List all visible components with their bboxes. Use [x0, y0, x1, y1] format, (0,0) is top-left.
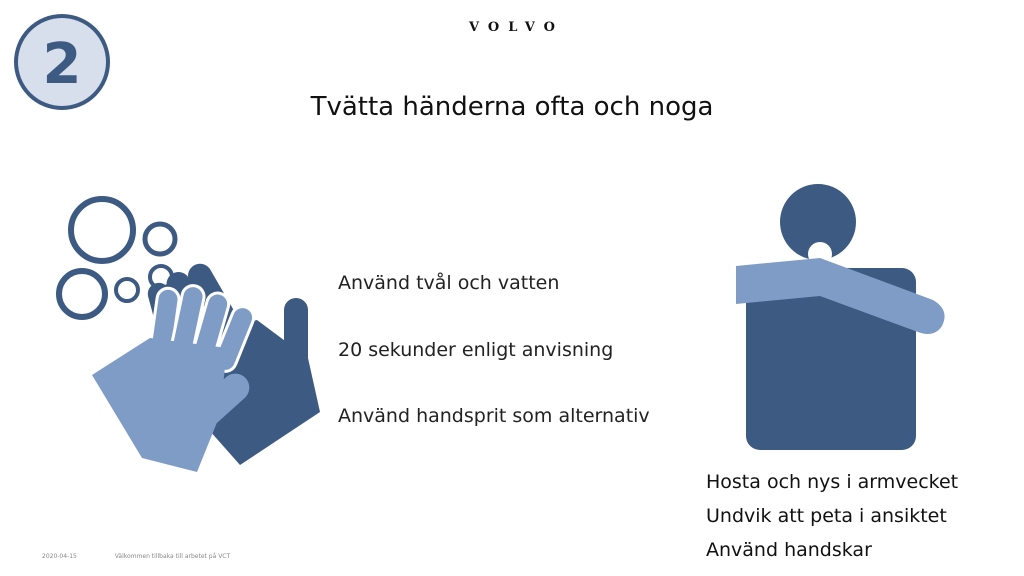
- footer-date: 2020-04-15: [42, 553, 77, 560]
- slide-footer: [42, 553, 266, 560]
- tip-item: Hosta och nys i armvecket: [706, 471, 959, 493]
- hand-washing-icon: [52, 190, 342, 480]
- tip-item: Undvik att peta i ansiktet: [706, 505, 947, 527]
- instruction-item: Använd tvål och vatten: [338, 272, 560, 294]
- tip-item: Använd handskar: [706, 539, 872, 561]
- volvo-logo: VOLVO: [469, 20, 564, 35]
- cough-into-elbow-icon: [728, 170, 958, 455]
- hygiene-tips: [706, 465, 958, 567]
- instruction-item: Använd handsprit som alternativ: [338, 405, 650, 427]
- instruction-item: 20 sekunder enligt anvisning: [338, 339, 614, 361]
- footer-text: Välkommen tillbaka till arbetet på VCT: [114, 553, 231, 560]
- slide-title: Tvätta händerna ofta och noga: [310, 92, 714, 122]
- step-number: 2: [42, 32, 82, 97]
